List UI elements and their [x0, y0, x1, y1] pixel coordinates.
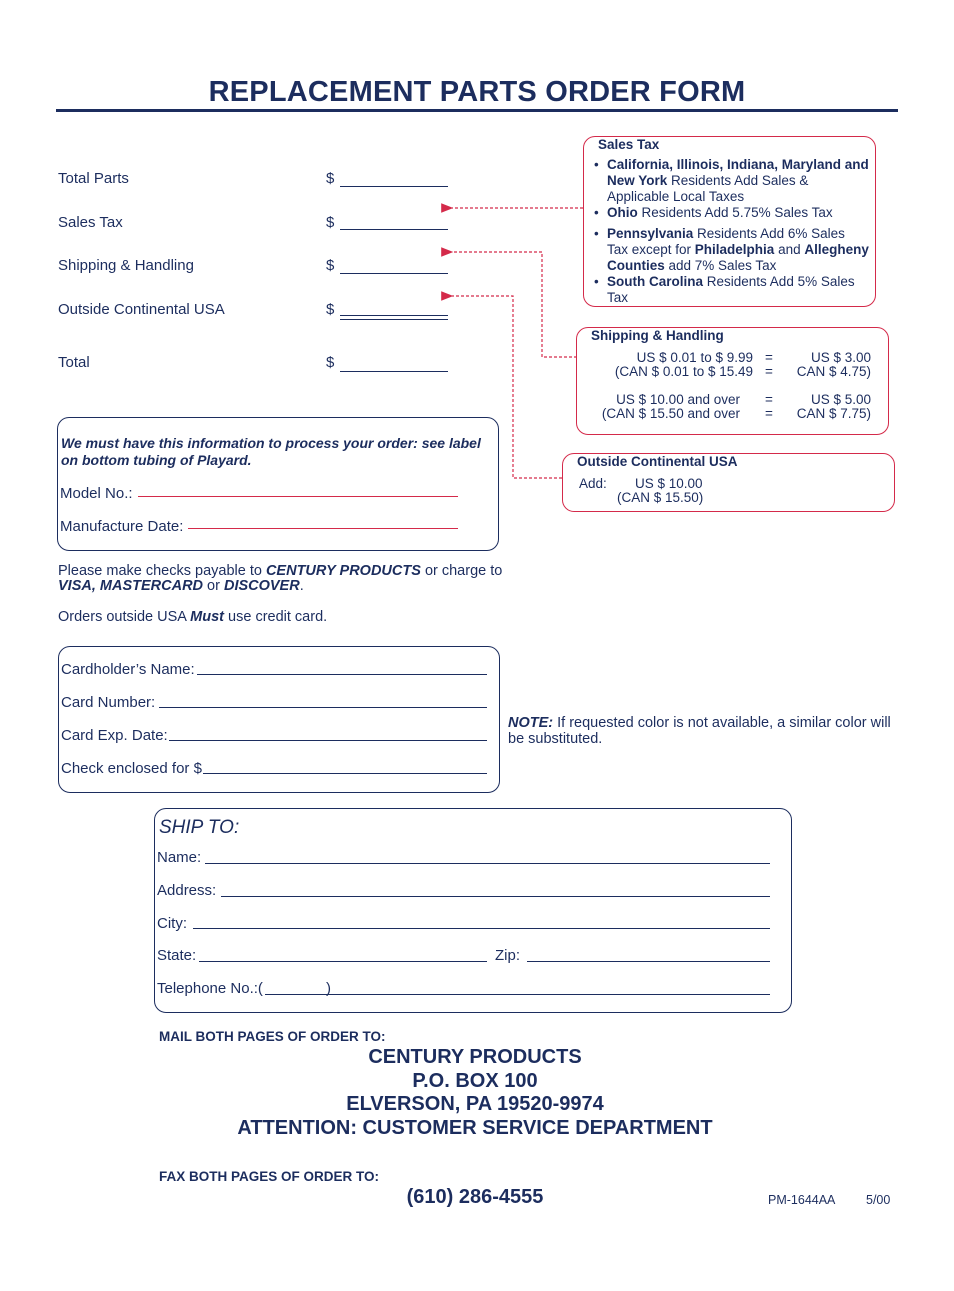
payment-credit-note: Orders outside USA Must use credit card.	[58, 609, 328, 625]
ship-phone-close: )	[326, 980, 331, 997]
outside-usa-label: Outside Continental USA	[58, 301, 225, 318]
shipping-label: Shipping & Handling	[58, 257, 194, 274]
shipping-eq-3: =	[765, 392, 773, 407]
sales-tax-item-3: Pennsylvania Residents Add 6% Sales Tax except for Philadelphia and Allegheny Counties add 7% Sales Tax	[607, 226, 869, 273]
shipping-heading: Shipping & Handling	[591, 328, 724, 343]
shipping-eq-2: =	[765, 364, 773, 379]
ship-zip-label: Zip:	[495, 947, 521, 964]
page-title: REPLACEMENT PARTS ORDER FORM	[208, 76, 746, 108]
shipping-range-3: US $ 10.00 and over	[616, 392, 740, 407]
ship-to-box	[154, 808, 792, 1013]
shipping-range-4: (CAN $ 15.50 and over	[601, 406, 740, 421]
card-exp-date-field[interactable]	[169, 740, 487, 741]
mail-address	[150, 1046, 800, 1140]
card-exp-date-label: Card Exp. Date:	[61, 727, 168, 744]
model-no-field[interactable]	[138, 496, 458, 497]
outside-usa-heading: Outside Continental USA	[577, 454, 738, 469]
sales-tax-item-1: California, Illinois, Indiana, Maryland and New York Residents Add Sales & Applicable Local Taxes	[607, 157, 869, 204]
total-label: Total	[58, 354, 90, 371]
outside-usa-can-cost: (CAN $ 15.50)	[617, 490, 704, 505]
mail-line-city: ELVERSON, PA 19520-9974	[346, 1093, 604, 1115]
mail-heading: MAIL BOTH PAGES OF ORDER TO:	[159, 1029, 386, 1044]
ship-zip-field[interactable]	[527, 961, 770, 962]
shipping-range-2: (CAN $ 0.01 to $ 15.49	[614, 364, 753, 379]
ship-name-label: Name:	[157, 849, 202, 866]
ship-phone-field[interactable]	[265, 994, 770, 995]
sales-tax-label: Sales Tax	[58, 214, 123, 231]
mail-line-pobox: P.O. BOX 100	[412, 1069, 538, 1092]
model-no-label: Model No.:	[60, 485, 133, 502]
total-parts-dollar: $	[326, 170, 335, 187]
sales-tax-item-2: Ohio Residents Add 5.75% Sales Tax	[607, 205, 833, 220]
ship-phone-label: Telephone No.:(	[157, 980, 263, 997]
ship-state-label: State:	[157, 947, 197, 964]
bullet-icon: •	[594, 157, 599, 172]
sales-tax-heading: Sales Tax	[598, 137, 660, 152]
cardholder-name-label: Cardholder’s Name:	[61, 661, 195, 678]
ship-city-label: City:	[157, 915, 187, 932]
shipping-arrow	[452, 252, 577, 357]
ship-address-label: Address:	[157, 882, 217, 899]
cardholder-name-field[interactable]	[197, 674, 487, 675]
bullet-icon: •	[594, 226, 599, 241]
form-date: 5/00	[866, 1193, 891, 1207]
sales-tax-dollar: $	[326, 214, 335, 231]
bullet-icon: •	[594, 274, 599, 289]
fax-heading: FAX BOTH PAGES OF ORDER TO:	[159, 1169, 380, 1184]
total-dollar: $	[326, 354, 335, 371]
shipping-eq-4: =	[765, 406, 773, 421]
shipping-cost-4: CAN $ 7.75)	[796, 406, 871, 421]
total-parts-label: Total Parts	[58, 170, 129, 187]
check-enclosed-label: Check enclosed for $	[61, 760, 202, 777]
color-note: NOTE: If requested color is not available, a similar color will be substituted.	[508, 715, 891, 747]
manufacture-date-field[interactable]	[188, 528, 458, 529]
outside-usa-add-label: Add:	[579, 476, 607, 491]
manufacture-date-label: Manufacture Date:	[60, 518, 184, 535]
shipping-range-1: US $ 0.01 to $ 9.99	[636, 350, 753, 365]
ship-name-field[interactable]	[205, 863, 770, 864]
outside-usa-us-cost: US $ 10.00	[635, 476, 703, 491]
shipping-cost-1: US $ 3.00	[810, 350, 871, 365]
outside-usa-dollar: $	[326, 301, 335, 318]
ship-address-field[interactable]	[221, 896, 770, 897]
ship-state-field[interactable]	[199, 961, 487, 962]
sales-tax-item-4: South Carolina Residents Add 5% Sales Tax	[607, 274, 855, 305]
card-number-label: Card Number:	[61, 694, 156, 711]
shipping-cost-2: CAN $ 4.75)	[796, 364, 871, 379]
ship-city-field[interactable]	[193, 928, 770, 929]
mail-line-attention: ATTENTION: CUSTOMER SERVICE DEPARTMENT	[237, 1116, 713, 1139]
form-code: PM-1644AA	[768, 1193, 836, 1207]
fax-number: (610) 286-4555	[406, 1186, 544, 1208]
credit-card-box	[58, 646, 500, 793]
bullet-icon: •	[594, 205, 599, 220]
product-info-note: We must have this information to process your order: see label on bottom tubing of Playard.	[61, 435, 481, 468]
shipping-dollar: $	[326, 257, 335, 274]
card-number-field[interactable]	[159, 707, 487, 708]
shipping-eq-1: =	[765, 350, 773, 365]
shipping-cost-3: US $ 5.00	[810, 392, 871, 407]
mail-line-company: CENTURY PRODUCTS	[368, 1046, 582, 1068]
ship-to-heading: SHIP TO:	[159, 817, 240, 838]
product-info-box	[57, 417, 499, 551]
check-enclosed-field[interactable]	[203, 773, 487, 774]
payment-instructions: Please make checks payable to CENTURY PRODUCTS or charge to VISA, MASTERCARD or DISCOVER.	[58, 563, 503, 594]
